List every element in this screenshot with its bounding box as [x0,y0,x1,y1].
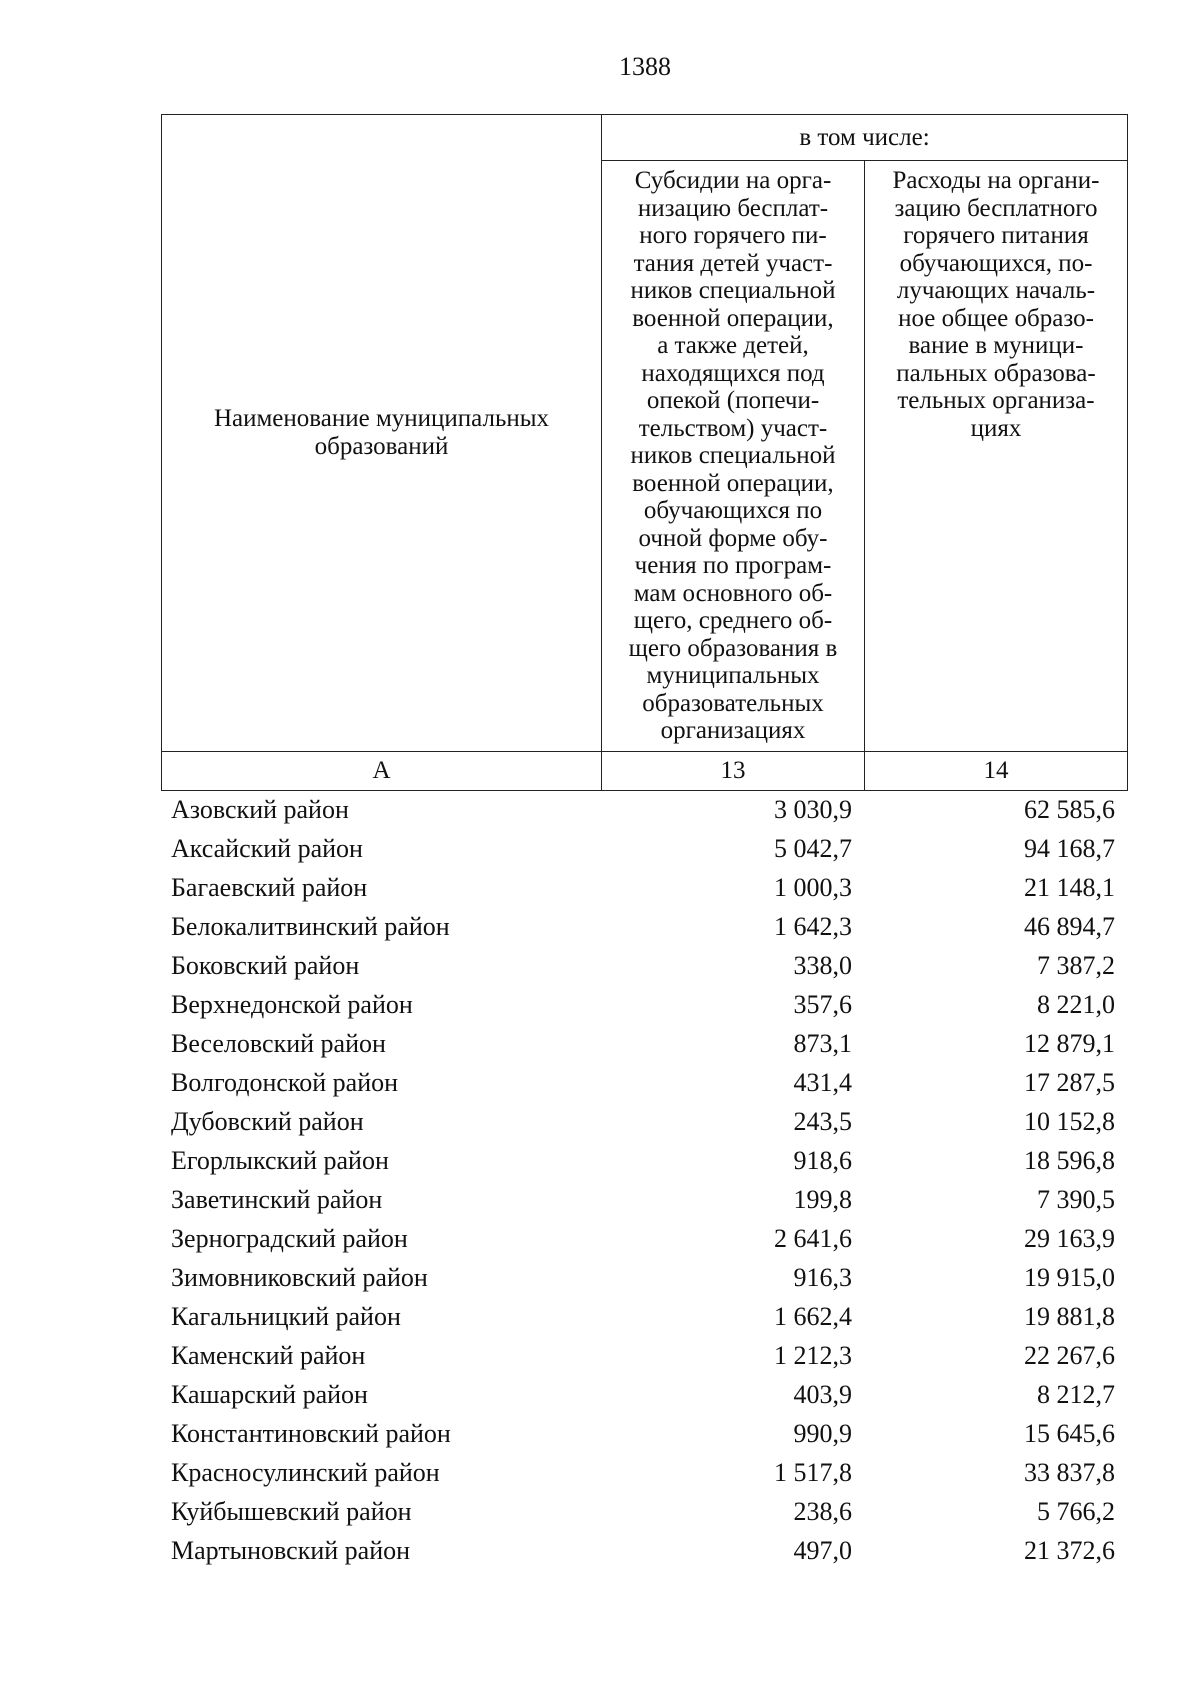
header-line: опекой (попечи- [646,387,820,414]
value-column-13: 3 030,9 [774,795,852,824]
value-column-13: 243,5 [793,1107,852,1136]
value-column-13: 1 662,4 [774,1302,852,1331]
table-body [161,791,1127,1571]
table-row [161,1532,1127,1571]
municipality-name: Азовский район [171,795,349,824]
value-column-14: 29 163,9 [1024,1224,1115,1253]
value-column-14: 12 879,1 [1024,1029,1115,1058]
header-line: находящихся под [641,359,825,387]
name-column-header: Наименование муниципальных образований [162,115,602,752]
table-row [161,1337,1127,1376]
header-line: лучающих началь- [896,277,1096,304]
municipality-name: Аксайский район [171,834,363,863]
table-row [161,869,1127,908]
table-row [161,1025,1127,1064]
table-rows [161,791,1127,1571]
value-column-14: 7 390,5 [1037,1185,1115,1214]
value-column-14: 22 267,6 [1024,1341,1115,1370]
table-row [161,986,1127,1025]
table-row [161,1493,1127,1532]
table-row [161,1298,1127,1337]
table-row [161,1064,1127,1103]
municipality-name: Дубовский район [171,1107,364,1136]
municipality-name: Веселовский район [171,1029,386,1058]
table-header [161,114,1128,791]
table-row [161,947,1127,986]
header-line: низацию бесплат- [637,194,829,222]
value-column-13: 497,0 [793,1536,852,1565]
value-column-14: 8 221,0 [1037,990,1115,1019]
table-row [161,1181,1127,1220]
municipality-name: Красносулинский район [171,1458,440,1487]
value-column-13: 338,0 [793,951,852,980]
header-line: военной операции, [632,469,834,497]
header-line: организациях [660,717,806,744]
municipality-name: Заветинский район [171,1185,383,1214]
header-line: очной форме обу- [638,524,828,552]
header-line: Субсидии на орга- [634,167,832,194]
municipality-name: Белокалитвинский район [171,912,450,941]
value-column-13: 990,9 [793,1419,852,1448]
header-line: тания детей участ- [633,249,833,277]
municipality-name: Боковский район [171,951,360,980]
municipality-name: Верхнедонской район [171,990,413,1019]
municipality-name: Зерноградский район [171,1224,408,1253]
value-column-14: 94 168,7 [1024,834,1115,863]
value-column-13: 238,6 [793,1497,852,1526]
header-line: ников специальной [630,277,836,304]
header-line: вание в муници- [908,332,1084,359]
value-column-13: 199,8 [793,1185,852,1214]
header-line: обучающихся по [643,497,823,524]
header-line: щего образования в [628,634,838,662]
table-row [161,1454,1127,1493]
municipality-name: Багаевский район [171,873,368,902]
table-row [161,1376,1127,1415]
column-14-header [865,161,1128,752]
table-row [161,1103,1127,1142]
value-column-14: 18 596,8 [1024,1146,1115,1175]
header-line: ное общее образо- [898,304,1094,332]
page-number: 1388 [619,52,671,81]
value-column-13: 357,6 [793,990,852,1019]
header-line: ников специальной [630,442,836,469]
header-line: циях [970,414,1022,442]
table-row [161,791,1127,830]
header-line: муниципальных [646,662,820,689]
header-line: щего, среднего об- [633,607,833,634]
header-line: зацию бесплатного [894,194,1098,222]
value-column-13: 2 641,6 [774,1224,852,1253]
value-column-14: 15 645,6 [1024,1419,1115,1448]
group-header: в том числе: [602,115,1128,161]
value-column-14: 8 212,7 [1037,1380,1115,1409]
municipality-name: Мартыновский район [171,1536,411,1565]
value-column-14: 46 894,7 [1024,912,1115,941]
table-row [161,908,1127,947]
header-line: военной операции, [632,304,834,332]
header-line: Расходы на органи- [892,167,1100,194]
municipality-name: Волгодонской район [171,1068,399,1097]
budget-table [161,114,1127,1571]
header-line: пальных образова- [896,359,1096,387]
value-column-13: 1 212,3 [774,1341,852,1370]
table-row [161,1415,1127,1454]
municipality-name: Куйбышевский район [171,1497,412,1526]
value-column-13: 1 517,8 [774,1458,852,1487]
column-number-13: 13 [602,751,865,790]
header-line: тельных организа- [897,387,1095,414]
header-line: тельством) участ- [638,414,828,442]
header-line: чения по програм- [634,552,832,579]
value-column-14: 21 148,1 [1024,873,1115,902]
value-column-13: 918,6 [793,1146,852,1175]
value-column-14: 62 585,6 [1024,795,1115,824]
value-column-14: 21 372,6 [1024,1536,1115,1565]
municipality-name: Кагальницкий район [171,1302,401,1331]
header-line: образовательных [642,689,824,717]
municipality-name: Каменский район [171,1341,366,1370]
header-line: мам основного об- [633,579,833,607]
value-column-14: 5 766,2 [1037,1497,1115,1526]
value-column-14: 7 387,2 [1037,951,1115,980]
value-column-13: 403,9 [793,1380,852,1409]
value-column-13: 5 042,7 [774,834,852,863]
value-column-13: 1 642,3 [774,912,852,941]
value-column-14: 17 287,5 [1024,1068,1115,1097]
table-row [161,1142,1127,1181]
table-row [161,1220,1127,1259]
municipality-name: Егорлыкский район [171,1146,389,1175]
municipality-name: Кашарский район [171,1380,368,1409]
value-column-14: 19 915,0 [1024,1263,1115,1292]
value-column-14: 19 881,8 [1024,1302,1115,1331]
value-column-13: 431,4 [793,1068,852,1097]
column-number-a: А [162,751,602,790]
municipality-name: Зимовниковский район [171,1263,428,1292]
value-column-14: 33 837,8 [1024,1458,1115,1487]
value-column-13: 916,3 [793,1263,852,1292]
header-line: а также детей, [657,332,809,359]
header-line: ного горячего пи- [639,222,827,249]
column-number-14: 14 [865,751,1128,790]
header-line: обучающихся, по- [899,249,1093,277]
value-column-13: 1 000,3 [774,873,852,902]
column-13-header [602,161,865,752]
value-column-13: 873,1 [793,1029,852,1058]
value-column-14: 10 152,8 [1024,1107,1115,1136]
header-line: горячего питания [903,222,1089,249]
municipality-name: Константиновский район [171,1419,451,1448]
table-row [161,830,1127,869]
table-row [161,1259,1127,1298]
